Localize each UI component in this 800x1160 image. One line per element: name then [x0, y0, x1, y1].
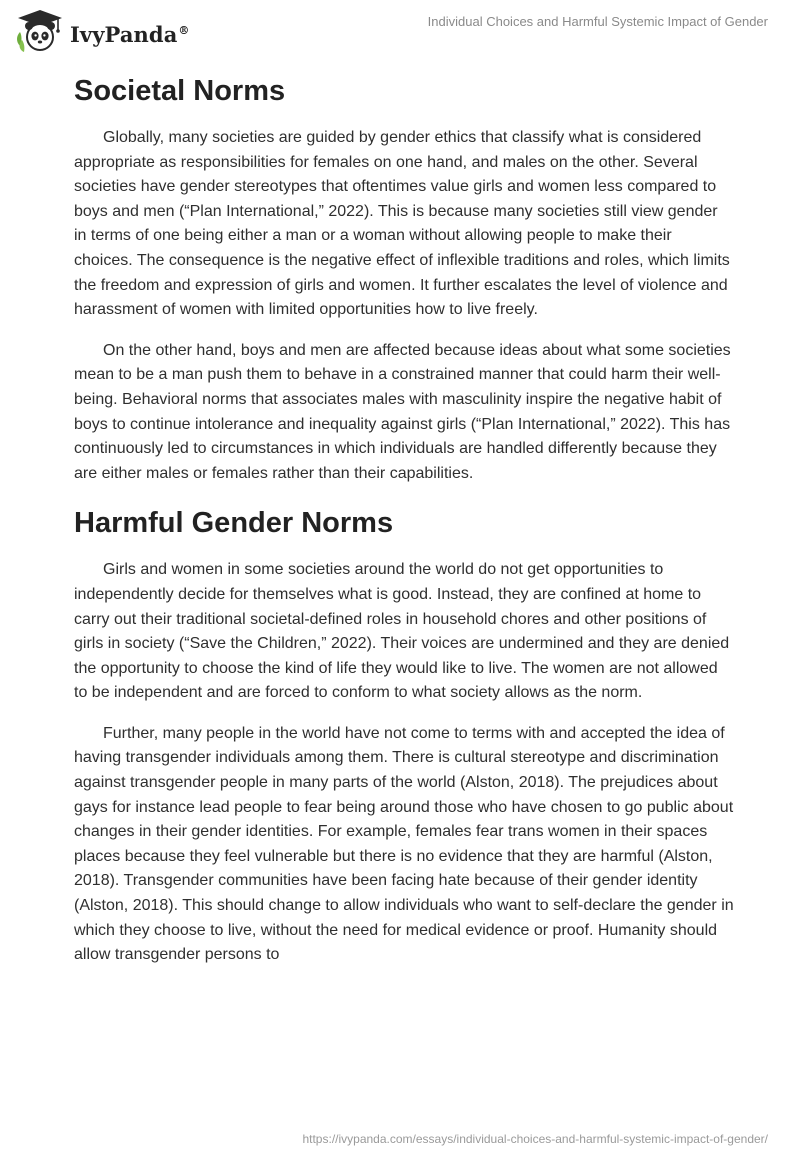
- registered-mark: ®: [178, 23, 190, 37]
- paragraph: Girls and women in some societies around the world do not get opportunities to independently decide for themselves what is good. Instead, they are confined at home to carry out their traditional societal-defined roles in household chores and other positions of girls in society (“Save the Children,” 2022). Their voices are undermined and they are denied the opportunity to choose the kind of life they would like to live. The women are not allowed to be independent and are forced to conform to what society allows as the norm.: [74, 561, 730, 702]
- page-header: [0, 0, 800, 62]
- section-heading: Harmful Gender Norms: [74, 507, 394, 540]
- panda-graduation-cap-icon: [14, 8, 66, 54]
- paragraph: On the other hand, boys and men are affected because ideas about what some societies mean to be a man push them to behave in a constrained manner that could harm their well-being. Behavioral norms that associates males with masculinity inspire the negative habit of boys to continue intolerance and inequality against girls (“Plan International,” 2022). This has continuously led to circumstances in which individuals are handled differently because they are either males or females rather than their capabilities.: [74, 341, 731, 482]
- paragraph: Globally, many societies are guided by gender ethics that classify what is considered appropriate as responsibilities for females on one hand, and males on the other. Several societies have gender stereotypes that oftentimes value girls and women less compared to boys and men (“Plan International,” 2022). This is because many societies still view gender in terms of one being either a man or a woman without allowing people to make their choices. The consequence is the negative effect of inflexible traditions and roles, which limits the freedom and expression of girls and women. It further escalates the level of violence and harassment of women with limited opportunities how to live freely.: [74, 129, 730, 319]
- source-url[interactable]: https://ivypanda.com/essays/individual-choices-and-harmful-systemic-impact-of-gender/: [302, 1132, 768, 1146]
- section-heading: Societal Norms: [74, 75, 286, 107]
- ivypanda-logo[interactable]: [14, 8, 190, 54]
- essay-body: [74, 70, 734, 984]
- brand-name: IvyPanda®: [70, 21, 190, 47]
- document-title: Individual Choices and Harmful Systemic Impact of Gender: [427, 14, 768, 29]
- paragraph: Further, many people in the world have not come to terms with and accepted the idea of having transgender individuals among them. There is cultural stereotype and discrimination against transgender people in many parts of the world (Alston, 2018). The prejudices about gays for instance lead people to fear being around those who have chosen to go public about changes in their gender identities. For example, females fear trans women in their spaces places because they feel vulnerable but there is no evidence that they are harmful (Alston, 2018). Transgender communities have been facing hate because of their gender identity (Alston, 2018). This should change to allow individuals who want to self-declare the gender in which they choose to live, without the need for medical evidence or proof. Humanity should allow transgender persons to: [74, 724, 734, 964]
